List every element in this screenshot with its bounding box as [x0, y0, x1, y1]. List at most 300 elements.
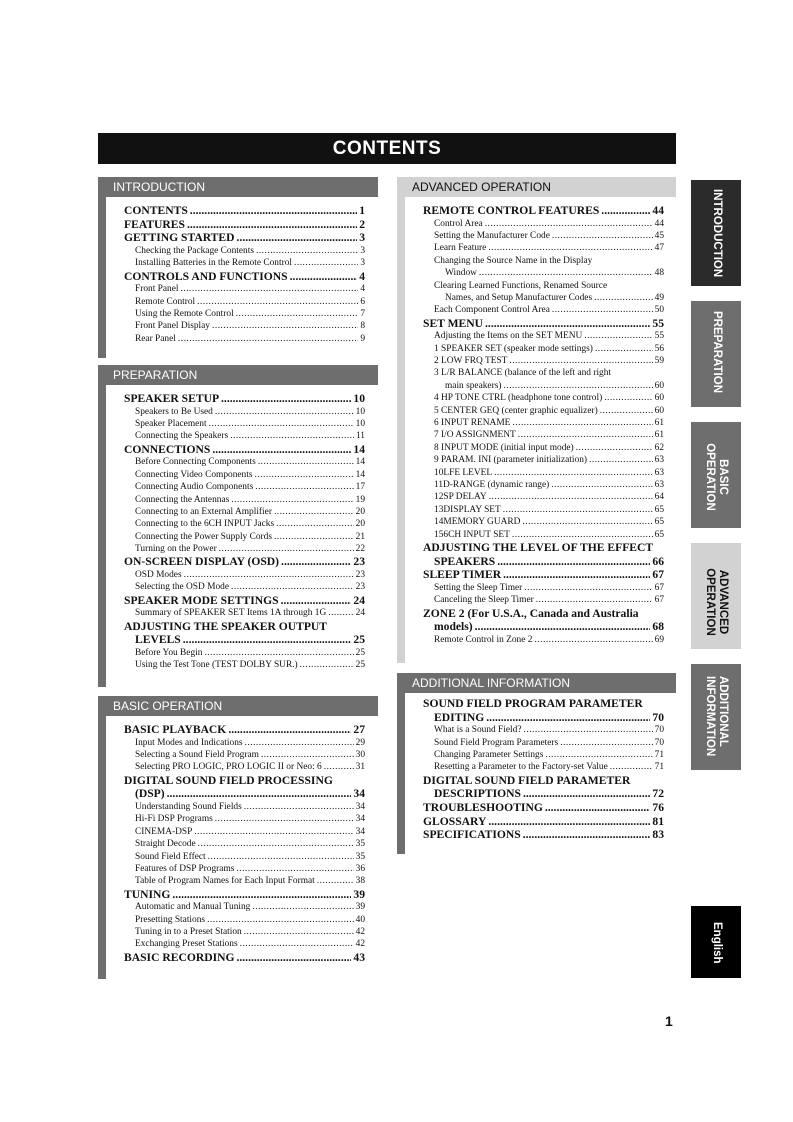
toc-entry-text: Selecting the OSD Mode — [135, 582, 229, 593]
leader-dots — [601, 204, 650, 218]
leader-dots — [290, 270, 358, 284]
toc-entry-text: Rear Panel — [135, 333, 176, 344]
toc-heading-entry[interactable] — [124, 555, 365, 569]
leader-dots — [261, 749, 354, 761]
toc-subentry[interactable] — [124, 581, 365, 593]
toc-subentry[interactable] — [124, 543, 365, 555]
section-advanced-operation — [397, 177, 676, 663]
leader-dots — [230, 430, 354, 442]
toc-page-number: 34 — [353, 787, 365, 801]
toc-subentry[interactable] — [423, 491, 664, 503]
toc-page-number: 42 — [355, 927, 365, 938]
toc-subentry[interactable] — [124, 296, 365, 308]
toc-subentry[interactable] — [124, 749, 365, 761]
toc-entry-text: Remote Control in Zone 2 — [434, 634, 533, 645]
section-rule — [98, 385, 106, 687]
tab-advanced-operation[interactable] — [691, 543, 741, 649]
toc-page-number: 14 — [355, 469, 365, 480]
toc-heading-entry[interactable] — [423, 317, 664, 331]
toc-subentry[interactable] — [423, 292, 664, 304]
toc-heading-entry[interactable] — [423, 774, 664, 788]
leader-dots — [231, 494, 353, 506]
toc-entry-text: Hi-Fi DSP Programs — [135, 814, 213, 825]
toc-heading-entry[interactable] — [423, 787, 664, 801]
toc-page-number: 67 — [654, 582, 664, 593]
section-rule — [98, 716, 106, 979]
tab-label: INTRODUCTION — [711, 189, 723, 278]
leader-dots — [576, 442, 653, 454]
toc-heading-entry[interactable] — [423, 607, 664, 621]
toc-heading-entry[interactable] — [124, 723, 365, 737]
toc-entry-text: Speakers to Be Used — [135, 406, 213, 417]
toc-subentry[interactable] — [423, 516, 664, 528]
toc-subentry[interactable] — [124, 607, 365, 619]
toc-entry-text: BASIC PLAYBACK — [124, 723, 227, 736]
leader-dots — [488, 815, 650, 829]
leader-dots — [183, 633, 352, 647]
toc-heading-entry[interactable] — [124, 443, 365, 457]
leader-dots — [489, 491, 653, 503]
toc-page-number: 17 — [355, 482, 365, 493]
toc-heading-entry[interactable] — [124, 594, 365, 608]
toc-subentry[interactable] — [423, 529, 664, 541]
toc-entry-text: Connecting Video Components — [135, 469, 253, 480]
toc-heading-entry[interactable] — [423, 204, 664, 218]
leader-dots — [512, 417, 652, 429]
toc-page-number: 68 — [652, 620, 664, 634]
leader-dots — [221, 392, 351, 406]
leader-dots — [254, 469, 353, 481]
leader-dots — [237, 231, 358, 245]
toc-entry-text: CINEMA-DSP — [135, 826, 193, 837]
toc-page-number: 35 — [355, 839, 365, 850]
toc-page-number: 14 — [355, 457, 365, 468]
leader-dots — [584, 330, 652, 342]
leader-dots — [488, 242, 652, 254]
leader-dots — [194, 826, 353, 838]
toc-entry-text: OSD Modes — [135, 570, 182, 581]
toc-entry-text: LEVELS — [135, 633, 181, 647]
toc-page-number: 61 — [654, 418, 664, 429]
leader-dots — [600, 405, 653, 417]
toc-entry-text: Resetting a Parameter to the Factory-set Value — [434, 762, 608, 773]
toc-entry-text: Clearing Learned Functions, Renamed Source — [434, 280, 608, 291]
toc-page-number: 45 — [654, 230, 664, 241]
section-additional-information — [397, 673, 676, 854]
leader-dots — [294, 257, 358, 269]
toc-entry-text: Straight Decode — [135, 839, 196, 850]
toc-page-number: 25 — [355, 660, 365, 671]
toc-entry-text: Names, and Setup Manufacturer Codes — [445, 292, 593, 303]
toc-page-number: 47 — [654, 243, 664, 254]
tab-introduction[interactable] — [691, 180, 741, 286]
toc-subentry[interactable] — [124, 801, 365, 813]
toc-heading-entry[interactable] — [423, 541, 664, 555]
toc-subentry[interactable] — [124, 647, 365, 659]
toc-heading-entry[interactable] — [124, 633, 365, 647]
toc-subentry[interactable] — [124, 406, 365, 418]
toc-subentry[interactable] — [124, 481, 365, 493]
section-title: INTRODUCTION — [98, 177, 378, 197]
toc-subentry[interactable] — [124, 659, 365, 671]
toc-subentry[interactable] — [124, 875, 365, 887]
toc-heading-entry[interactable] — [124, 270, 365, 284]
toc-page-number: 65 — [654, 517, 664, 528]
toc-subentry[interactable] — [124, 320, 365, 332]
toc-subentry[interactable] — [124, 938, 365, 950]
section-introduction — [98, 177, 378, 358]
leader-dots — [187, 218, 357, 232]
toc-page-number: 14 — [353, 442, 365, 456]
toc-subentry[interactable] — [423, 230, 664, 242]
leader-dots — [589, 454, 653, 466]
toc-page-number: 63 — [654, 480, 664, 490]
toc-subentry[interactable] — [423, 582, 664, 594]
toc-subentry[interactable] — [423, 749, 664, 761]
leader-dots — [512, 529, 653, 541]
toc-subentry[interactable] — [124, 518, 365, 530]
toc-entry-text: EDITING — [434, 710, 485, 724]
toc-entry-text: 11D-RANGE (dynamic range) — [434, 480, 550, 490]
toc-subentry[interactable] — [423, 380, 664, 392]
toc-subentry[interactable] — [124, 737, 365, 749]
toc-heading-entry[interactable] — [124, 218, 365, 232]
toc-subentry[interactable] — [124, 257, 365, 269]
toc-heading-entry[interactable] — [423, 711, 664, 725]
toc-page-number: 56 — [654, 343, 664, 354]
leader-dots — [504, 380, 653, 392]
leader-dots — [255, 481, 353, 493]
toc-subentry[interactable] — [124, 761, 365, 773]
toc-heading-entry[interactable] — [124, 787, 365, 801]
tab-label: PREPARATION — [711, 311, 723, 393]
toc-subentry[interactable] — [423, 242, 664, 254]
toc-heading-entry[interactable] — [124, 951, 365, 965]
toc-subentry[interactable] — [423, 442, 664, 454]
toc-page-number: 21 — [355, 531, 365, 542]
toc-subentry[interactable] — [423, 330, 664, 342]
toc-subentry[interactable] — [423, 634, 664, 646]
toc-page-number: 55 — [654, 331, 664, 342]
toc-entry-text: Setting the Sleep Timer — [434, 582, 523, 593]
toc-entry-text: Window — [445, 268, 477, 279]
leader-dots — [524, 582, 652, 594]
leader-dots — [256, 245, 358, 257]
toc-page-number: 83 — [652, 828, 664, 842]
toc-heading-entry[interactable] — [124, 204, 365, 218]
toc-entry-text: Sound Field Program Parameters — [434, 737, 559, 748]
toc-entry-text: Presetting Stations — [135, 914, 206, 925]
toc-heading-entry[interactable] — [423, 555, 664, 569]
toc-page-number: 1 — [359, 204, 365, 217]
toc-page-number: 34 — [355, 801, 365, 812]
toc-subentry[interactable] — [423, 280, 664, 292]
toc-subentry[interactable] — [423, 343, 664, 355]
leader-dots — [219, 543, 354, 555]
toc-entry-text: DIGITAL SOUND FIELD PARAMETER — [423, 773, 631, 787]
toc-page-number: 4 — [360, 284, 365, 295]
toc-entry-text: 1 SPEAKER SET (speaker mode settings) — [434, 343, 593, 354]
leader-dots — [231, 581, 354, 593]
toc-subentry[interactable] — [124, 506, 365, 518]
toc-page-number: 9 — [360, 333, 365, 344]
toc-page-number: 49 — [654, 292, 664, 303]
leader-dots — [503, 568, 650, 582]
toc-page-number: 76 — [652, 800, 664, 814]
toc-page-number: 69 — [654, 634, 664, 645]
toc-page-number: 39 — [355, 902, 365, 913]
section-rule — [397, 693, 405, 854]
toc-list — [124, 392, 365, 672]
toc-entry-text: REMOTE CONTROL FEATURES — [423, 204, 600, 217]
toc-page-number: 38 — [355, 876, 365, 887]
leader-dots — [485, 317, 650, 331]
toc-page-number: 23 — [353, 555, 365, 569]
toc-entry-text: CONNECTIONS — [124, 442, 211, 456]
toc-entry-text: Control Area — [434, 218, 483, 229]
toc-page-number: 30 — [355, 749, 365, 760]
toc-subentry[interactable] — [124, 914, 365, 926]
toc-entry-text: BASIC RECORDING — [124, 950, 235, 964]
leader-dots — [324, 761, 354, 773]
toc-page-number: 60 — [654, 393, 664, 404]
toc-page-number: 63 — [654, 455, 664, 466]
toc-subentry[interactable] — [423, 594, 664, 606]
tab-label: ADVANCED OPERATION — [704, 568, 729, 636]
toc-entry-text: Checking the Package Contents — [135, 245, 254, 256]
toc-page-number: 22 — [355, 544, 365, 555]
toc-entry-text: Front Panel Display — [135, 321, 210, 332]
leader-dots — [503, 504, 653, 516]
tab-label: ADDITIONAL INFORMATION — [704, 676, 729, 757]
leader-dots — [204, 647, 353, 659]
toc-subentry[interactable] — [124, 308, 365, 320]
toc-entry-text: 5 CENTER GEQ (center graphic equalizer) — [434, 405, 598, 416]
toc-subentry[interactable] — [124, 333, 365, 345]
toc-subentry[interactable] — [423, 417, 664, 429]
leader-dots — [212, 443, 351, 457]
toc-entry-text: ZONE 2 (For U.S.A., Canada and Australia — [423, 606, 639, 620]
leader-dots — [276, 518, 353, 530]
toc-entry-text: 9 PARAM. INI (parameter initialization) — [434, 455, 588, 466]
toc-page-number: 81 — [652, 814, 664, 828]
leader-dots — [274, 531, 354, 543]
toc-subentry[interactable] — [423, 355, 664, 367]
toc-entry-text: Using the Test Tone (TEST DOLBY SUR.) — [135, 660, 298, 671]
leader-dots — [215, 813, 354, 825]
toc-subentry[interactable] — [423, 392, 664, 404]
section-title: PREPARATION — [98, 365, 378, 385]
toc-page-number: 10 — [353, 392, 365, 405]
leader-dots — [240, 938, 354, 950]
toc-entry-text: Connecting the Speakers — [135, 431, 229, 442]
toc-subentry[interactable] — [423, 467, 664, 479]
toc-page-number: 72 — [652, 787, 664, 801]
leader-dots — [604, 392, 652, 404]
toc-subentry[interactable] — [423, 479, 664, 491]
toc-page-number: 60 — [654, 380, 664, 391]
toc-heading-entry[interactable] — [423, 801, 664, 815]
toc-entry-text: CONTENTS — [124, 204, 188, 217]
toc-heading-entry[interactable] — [423, 620, 664, 634]
toc-heading-entry[interactable] — [423, 828, 664, 842]
toc-page-number: 42 — [355, 939, 365, 950]
toc-subentry[interactable] — [124, 826, 365, 838]
section-basic-operation — [98, 696, 378, 979]
page-title: CONTENTS — [98, 133, 676, 164]
toc-heading-entry[interactable] — [124, 888, 365, 902]
toc-entry-text: TUNING — [124, 887, 171, 901]
toc-page-number: 61 — [654, 430, 664, 441]
leader-dots — [197, 296, 358, 308]
leader-dots — [485, 218, 653, 230]
toc-page-number: 66 — [652, 554, 664, 568]
toc-subentry[interactable] — [423, 761, 664, 773]
toc-list — [124, 204, 365, 345]
toc-entry-text: Input Modes and Indications — [135, 737, 243, 748]
toc-subentry[interactable] — [124, 531, 365, 543]
toc-entry-text: Summary of SPEAKER SET Items 1A through 1G — [135, 608, 327, 619]
toc-page-number: 3 — [360, 258, 365, 269]
toc-page-number: 48 — [654, 268, 664, 279]
tab-basic-operation[interactable] — [691, 422, 741, 528]
toc-subentry[interactable] — [423, 267, 664, 279]
toc-heading-entry[interactable] — [124, 231, 365, 245]
toc-entry-text: Turning on the Power — [135, 544, 217, 555]
section-rule — [98, 197, 106, 358]
toc-entry-text: Front Panel — [135, 284, 179, 295]
toc-entry-text: TROUBLESHOOTING — [423, 800, 543, 814]
toc-page-number: 40 — [355, 914, 365, 925]
toc-page-number: 4 — [359, 269, 365, 283]
section-title: BASIC OPERATION — [98, 696, 378, 716]
toc-page-number: 10 — [355, 406, 365, 417]
leader-dots — [228, 723, 351, 737]
toc-entry-text: Learn Feature — [434, 243, 487, 254]
leader-dots — [244, 926, 354, 938]
leader-dots — [236, 863, 353, 875]
toc-subentry[interactable] — [124, 569, 365, 581]
toc-entry-text: Selecting a Sound Field Program — [135, 749, 259, 760]
toc-page-number: 29 — [355, 737, 365, 748]
tab-additional-information[interactable] — [691, 664, 741, 770]
toc-heading-entry[interactable] — [124, 620, 365, 634]
toc-subentry[interactable] — [423, 454, 664, 466]
toc-subentry[interactable] — [423, 405, 664, 417]
toc-subentry[interactable] — [423, 304, 664, 316]
leader-dots — [208, 851, 354, 863]
toc-page-number: 25 — [353, 633, 365, 647]
toc-subentry[interactable] — [124, 430, 365, 442]
toc-subentry[interactable] — [423, 367, 664, 379]
toc-entry-text: 156CH INPUT SET — [434, 529, 510, 540]
toc-page-number: 31 — [355, 762, 365, 773]
toc-subentry[interactable] — [423, 737, 664, 749]
toc-entry-text: SOUND FIELD PROGRAM PARAMETER — [423, 697, 643, 710]
toc-subentry[interactable] — [124, 283, 365, 295]
leader-dots — [209, 418, 354, 430]
toc-entry-text: Changing the Source Name in the Display — [434, 255, 593, 266]
toc-entry-text: Connecting to an External Amplifier — [135, 506, 272, 517]
toc-page-number: 19 — [355, 494, 365, 505]
leader-dots — [534, 634, 652, 646]
toc-entry-text: models) — [434, 620, 473, 634]
leader-dots — [281, 555, 351, 569]
toc-subentry[interactable] — [124, 813, 365, 825]
toc-entry-text: DESCRIPTIONS — [434, 787, 521, 801]
toc-page-number: 71 — [654, 749, 664, 760]
toc-subentry[interactable] — [124, 469, 365, 481]
toc-heading-entry[interactable] — [124, 774, 365, 788]
toc-entry-text: Each Component Control Area — [434, 305, 550, 316]
toc-page-number: 67 — [654, 595, 664, 606]
leader-dots — [274, 506, 354, 518]
toc-entry-text: Connecting Audio Components — [135, 482, 254, 493]
toc-entry-text: Adjusting the Items on the SET MENU — [434, 331, 583, 342]
leader-dots — [536, 594, 653, 606]
leader-dots — [245, 737, 354, 749]
toc-entry-text: Before You Begin — [135, 648, 203, 659]
toc-subentry[interactable] — [124, 245, 365, 257]
toc-page-number: 60 — [654, 405, 664, 416]
toc-subentry[interactable] — [423, 255, 664, 267]
toc-subentry[interactable] — [124, 851, 365, 863]
toc-subentry[interactable] — [423, 218, 664, 230]
leader-dots — [475, 620, 651, 634]
toc-subentry[interactable] — [423, 429, 664, 441]
toc-subentry[interactable] — [124, 901, 365, 913]
toc-page-number: 65 — [654, 529, 664, 540]
toc-entry-text: CONTROLS AND FUNCTIONS — [124, 269, 288, 283]
toc-subentry[interactable] — [423, 724, 664, 736]
toc-page-number: 65 — [654, 504, 664, 515]
toc-entry-text: SPECIFICATIONS — [423, 828, 521, 842]
toc-entry-text: ON-SCREEN DISPLAY (OSD) — [124, 555, 280, 569]
toc-entry-text: SPEAKERS — [434, 554, 496, 568]
toc-subentry[interactable] — [423, 504, 664, 516]
leader-dots — [595, 343, 653, 355]
toc-heading-entry[interactable] — [124, 392, 365, 406]
toc-page-number: 50 — [654, 305, 664, 316]
toc-list — [423, 697, 664, 842]
toc-subentry[interactable] — [124, 863, 365, 875]
leader-dots — [181, 283, 359, 295]
toc-entry-text: main speakers) — [445, 380, 502, 391]
toc-page-number: 62 — [654, 442, 664, 453]
toc-subentry[interactable] — [124, 838, 365, 850]
toc-subentry[interactable] — [124, 456, 365, 468]
toc-subentry[interactable] — [124, 926, 365, 938]
toc-subentry[interactable] — [124, 418, 365, 430]
leader-dots — [300, 659, 354, 671]
toc-page-number: 59 — [654, 356, 664, 367]
tab-label: BASIC OPERATION — [704, 443, 729, 511]
leader-dots — [560, 737, 652, 749]
toc-heading-entry[interactable] — [423, 697, 664, 711]
toc-page-number: 24 — [355, 608, 365, 619]
toc-entry-text: (DSP) — [135, 787, 165, 801]
leader-dots — [524, 724, 653, 736]
tab-english[interactable] — [691, 906, 741, 978]
toc-heading-entry[interactable] — [423, 568, 664, 582]
toc-entry-text: Connecting the Antennas — [135, 494, 230, 505]
leader-dots — [215, 406, 354, 418]
toc-subentry[interactable] — [124, 494, 365, 506]
toc-heading-entry[interactable] — [423, 815, 664, 829]
tab-preparation[interactable] — [691, 301, 741, 407]
toc-page-number: 67 — [652, 568, 664, 582]
leader-dots — [523, 828, 651, 842]
